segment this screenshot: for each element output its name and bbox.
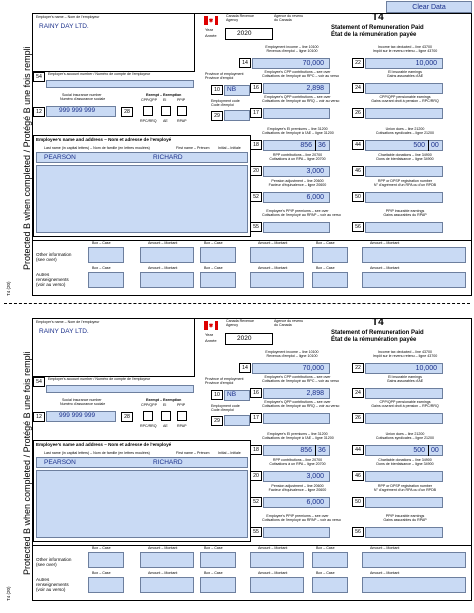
box-14-value: 70,000 (302, 365, 324, 372)
form-code-side: T4 (20) (6, 281, 11, 296)
employer-name-label: Employer's name – Nom de l'employeur (36, 320, 100, 324)
exempt-ppip-label: PPIP (177, 403, 186, 407)
box-16-label: Employee's CPP contributions – see over Cotisations de l'employé au RPC – voir au verso (262, 70, 339, 78)
box-26-label: CPP/QPP pensionable earnings Gains ouvrant droit à pension – RPC/RRQ (371, 95, 439, 103)
box-56-field[interactable] (365, 527, 443, 538)
other-info-box-field[interactable] (88, 577, 124, 593)
employer-account-field[interactable] (46, 80, 194, 88)
year-label-en: Year (205, 27, 214, 32)
other-info-amount-field[interactable] (362, 272, 466, 288)
box-18-cents: 36 (318, 142, 326, 149)
box-50-label: RPP or DPSP registration number N° d'agrément d'un RPA ou d'un RPDB (373, 179, 437, 187)
box-17-number: 17 (250, 108, 262, 118)
sin-label-fr: Numéro d'assurance sociale (60, 402, 106, 406)
t4-slip-bottom (0, 305, 474, 603)
other-info-amount-field[interactable] (250, 577, 304, 593)
box-24-label: EI insurable earnings Gains assurables d'AE (386, 375, 424, 383)
sin-value: 999 999 999 (59, 107, 96, 114)
box-26-number: 26 (352, 108, 364, 118)
box-44-label: Union dues – line 21200 Cotisations syndicales – ligne 21200 (375, 127, 435, 135)
box-44-label: Union dues – line 21200 Cotisations syndicales – ligne 21200 (375, 432, 435, 440)
employment-code-label: Employment code Code d'emploi (211, 404, 240, 412)
box-16-value: 2,898 (306, 85, 324, 92)
other-info-amount-header: Amount – Montant (258, 571, 288, 575)
box-44-cents: 00 (431, 142, 439, 149)
exempt-cpp-label-fr: RPC/RRQ (140, 119, 157, 123)
box-20-number: 20 (250, 166, 262, 176)
province-value: NB (227, 86, 237, 93)
year-label-en: Year (205, 332, 214, 337)
other-info-amount-field[interactable] (362, 247, 466, 263)
box-50-field[interactable] (365, 497, 443, 508)
other-info-amount-field[interactable] (362, 577, 466, 593)
box-16-value: 2,898 (306, 390, 324, 397)
exempt-ppip-label: PPIP (177, 98, 186, 102)
box-22-label: Income tax deducted – line 43700 Impôt sur le revenu retenu – ligne 43700 (372, 350, 438, 358)
other-info-amount-field[interactable] (140, 272, 194, 288)
other-info-box-field[interactable] (200, 247, 236, 263)
box-18-value: 856 (300, 447, 312, 454)
other-info-amount-header: Amount – Montant (370, 546, 400, 550)
exempt-ppip-checkbox[interactable] (177, 106, 187, 116)
box-17-field[interactable] (263, 108, 330, 119)
other-info-box-header: Box – Case (92, 266, 111, 270)
box-14-label: Employment income – line 10100 Revenus d'emploi – ligne 10100 (265, 350, 319, 358)
box-55-number: 55 (250, 222, 262, 232)
exempt-label: Exempt – Exemption (146, 398, 182, 402)
other-info-box-field[interactable] (312, 552, 348, 568)
sin-value: 999 999 999 (59, 412, 96, 419)
box-44-number: 44 (352, 140, 364, 150)
box-10-number: 10 (211, 85, 223, 95)
last-name-value: PEARSON (44, 459, 76, 466)
box-56-number: 56 (352, 222, 364, 232)
box-20-label: RPP contributions – line 20700 Cotisations à un RPA – ligne 20700 (269, 458, 326, 466)
form-code-side: T4 (20) (6, 586, 11, 601)
exempt-ei-label-fr: AE (163, 119, 168, 123)
other-info-box-header: Box – Case (92, 571, 111, 575)
box-17-number: 17 (250, 413, 262, 423)
other-info-box-header: Box – Case (316, 266, 335, 270)
other-info-box-header: Box – Case (316, 241, 335, 245)
employer-account-field[interactable] (46, 385, 194, 393)
other-info-amount-header: Amount – Montant (370, 266, 400, 270)
other-info-box-field[interactable] (200, 552, 236, 568)
box-56-number: 56 (352, 527, 364, 537)
employment-code-label: Employment code Code d'emploi (211, 99, 240, 107)
other-info-label-en: Other information (see over) (36, 557, 72, 568)
other-info-box-field[interactable] (200, 577, 236, 593)
agency-name-en: Canada Revenue Agency (226, 14, 254, 22)
box-26-field[interactable] (365, 108, 443, 119)
province-label: Province of employment Province d'emploi (205, 72, 244, 80)
cents-separator (315, 445, 316, 456)
box-54-number: 54 (33, 72, 45, 82)
form-code: T4 (372, 317, 384, 328)
box-56-field[interactable] (365, 222, 443, 233)
box-24-field[interactable] (365, 388, 443, 399)
exempt-label: Exempt – Exemption (146, 93, 182, 97)
agency-name-fr: Agence du revenu du Canada (274, 319, 304, 327)
box-55-number: 55 (250, 527, 262, 537)
box-29-number: 29 (211, 111, 223, 121)
box-55-label: Employee's PPIP premiums – see over Cotisations de l'employé au RPAP – voir au verso (262, 209, 341, 217)
employer-name-value: RAINY DAY LTD. (39, 23, 89, 30)
other-info-label-fr: Autres renseignements (voir au verso) (36, 577, 69, 593)
employee-section-title: Employee's name and address – Nom et adresse de l'employé (36, 442, 172, 447)
other-info-amount-field[interactable] (250, 552, 304, 568)
province-label: Province of employment Province d'emploi (205, 377, 244, 385)
employment-code-field[interactable] (224, 110, 250, 121)
form-title-fr: État de la rémunération payée (331, 337, 417, 343)
box-18-number: 18 (250, 445, 262, 455)
exempt-ppip-label-fr: RPAP (177, 424, 187, 428)
exempt-ei-checkbox[interactable] (161, 411, 171, 421)
box-12-number: 12 (33, 107, 45, 117)
other-info-amount-header: Amount – Montant (370, 241, 400, 245)
box-52-label: Pension adjustment – line 20600 Facteur d'équivalence – ligne 20600 (268, 484, 327, 492)
box-20-value: 3,000 (306, 473, 324, 480)
province-value: NB (227, 391, 237, 398)
other-info-box-field[interactable] (312, 247, 348, 263)
form-title-en: Statement of Remuneration Paid (331, 330, 424, 336)
box-24-label: EI insurable earnings Gains assurables d'AE (386, 70, 424, 78)
exempt-ei-label: EI (163, 403, 167, 407)
other-info-box-header: Box – Case (92, 241, 111, 245)
box-26-label: CPP/QPP pensionable earnings Gains ouvrant droit à pension – RPC/RRQ (371, 400, 439, 408)
cents-separator (428, 140, 429, 151)
cut-line (4, 303, 470, 304)
other-info-box-header: Box – Case (204, 266, 223, 270)
other-info-box-header: Box – Case (204, 546, 223, 550)
box-55-label: Employee's PPIP premiums – see over Cotisations de l'employé au RPAP – voir au verso (262, 514, 341, 522)
box-46-number: 46 (352, 471, 364, 481)
form-title-en: Statement of Remuneration Paid (331, 25, 424, 31)
clear-data-button[interactable]: Clear Data (386, 1, 472, 13)
employer-name-label: Employer's name – Nom de l'employeur (36, 15, 100, 19)
other-info-amount-field[interactable] (250, 247, 304, 263)
first-name-value: RICHARD (153, 154, 183, 161)
box-18-cents: 36 (318, 447, 326, 454)
other-info-box-header: Box – Case (316, 571, 335, 575)
exempt-cpp-checkbox[interactable] (143, 411, 153, 421)
other-info-amount-header: Amount – Montant (148, 241, 178, 245)
exempt-cpp-checkbox[interactable] (143, 106, 153, 116)
other-info-box-header: Box – Case (204, 241, 223, 245)
box-28-number: 28 (121, 412, 133, 422)
box-44-number: 44 (352, 445, 364, 455)
box-55-field[interactable] (263, 222, 330, 233)
other-info-amount-header: Amount – Montant (258, 241, 288, 245)
box-17-field[interactable] (263, 413, 330, 424)
other-info-box-header: Box – Case (204, 571, 223, 575)
box-20-value: 3,000 (306, 168, 324, 175)
box-14-value: 70,000 (302, 60, 324, 67)
exempt-ei-checkbox[interactable] (161, 106, 171, 116)
box-50-label: RPP or DPSP registration number N° d'agrément d'un RPA ou d'un RPDB (373, 484, 437, 492)
box-50-number: 50 (352, 192, 364, 202)
agency-name-fr: Agence du revenu du Canada (274, 14, 304, 22)
other-info-box-field[interactable] (88, 272, 124, 288)
box-10-number: 10 (211, 390, 223, 400)
form-title-fr: État de la rémunération payée (331, 32, 417, 38)
canada-flag-icon (204, 321, 218, 330)
first-name-hint: First name – Prénom (176, 146, 210, 150)
box-56-label: PPIP insurable earnings Gains assurables du RPAP (383, 209, 427, 217)
other-info-label-en: Other information (see over) (36, 252, 72, 263)
box-22-label: Income tax deducted – line 43700 Impôt sur le revenu retenu – ligne 43700 (372, 45, 438, 53)
exempt-cpp-label-fr: RPC/RRQ (140, 424, 157, 428)
box-24-number: 24 (352, 83, 364, 93)
box-22-number: 22 (352, 363, 364, 373)
box-14-label: Employment income – line 10100 Revenus d'emploi – ligne 10100 (265, 45, 319, 53)
box-46-label: Charitable donations – line 34900 Dons de bienfaisance – ligne 34900 (376, 153, 434, 161)
box-52-number: 52 (250, 192, 262, 202)
box-46-field[interactable] (365, 166, 443, 177)
other-info-box-field[interactable] (88, 552, 124, 568)
box-14-number: 14 (239, 58, 251, 68)
other-info-amount-field[interactable] (362, 552, 466, 568)
other-info-amount-header: Amount – Montant (148, 266, 178, 270)
box-54-number: 54 (33, 377, 45, 387)
year-value: 2020 (237, 335, 252, 342)
employer-account-label: Employer's account number / Numéro de compte de l'employeur (48, 377, 151, 381)
box-22-number: 22 (352, 58, 364, 68)
box-24-number: 24 (352, 388, 364, 398)
box-50-field[interactable] (365, 192, 443, 203)
box-44-cents: 00 (431, 447, 439, 454)
box-20-number: 20 (250, 471, 262, 481)
box-28-number: 28 (121, 107, 133, 117)
box-46-label: Charitable donations – line 34900 Dons de bienfaisance – ligne 34900 (376, 458, 434, 466)
first-name-hint: First name – Prénom (176, 451, 210, 455)
box-12-number: 12 (33, 412, 45, 422)
box-29-number: 29 (211, 416, 223, 426)
box-56-label: PPIP insurable earnings Gains assurables du RPAP (383, 514, 427, 522)
box-26-field[interactable] (365, 413, 443, 424)
box-14-number: 14 (239, 363, 251, 373)
box-18-value: 856 (300, 142, 312, 149)
box-52-label: Pension adjustment – line 20600 Facteur d'équivalence – ligne 20600 (268, 179, 327, 187)
employee-address-field[interactable] (36, 165, 248, 233)
box-44-value: 500 (413, 447, 425, 454)
other-info-box-field[interactable] (312, 577, 348, 593)
box-52-value: 6,000 (306, 194, 324, 201)
cents-separator (315, 140, 316, 151)
other-info-amount-header: Amount – Montant (148, 546, 178, 550)
year-label-fr: Année (205, 33, 217, 38)
initial-hint: Initial – Initiale (218, 146, 241, 150)
box-50-number: 50 (352, 497, 364, 507)
employee-address-field[interactable] (36, 470, 248, 538)
exempt-cpp-label: CPP/QPP (141, 403, 157, 407)
box-52-number: 52 (250, 497, 262, 507)
t4-slip-top (0, 0, 474, 298)
box-55-field[interactable] (263, 527, 330, 538)
other-info-amount-field[interactable] (140, 552, 194, 568)
box-20-label: RPP contributions – line 20700 Cotisations à un RPA – ligne 20700 (269, 153, 326, 161)
protected-b-side-text: Protected B when completed / Protégé B une fois rempli (22, 46, 32, 270)
other-info-amount-header: Amount – Montant (258, 266, 288, 270)
box-22-value: 10,000 (415, 365, 437, 372)
other-info-amount-field[interactable] (250, 272, 304, 288)
box-18-number: 18 (250, 140, 262, 150)
exempt-ppip-label-fr: RPAP (177, 119, 187, 123)
initial-hint: Initial – Initiale (218, 451, 241, 455)
box-18-label: Employee's EI premiums – line 31200 Cotisations de l'employé à l'AE – ligne 31200 (262, 432, 334, 440)
box-17-label: Employee's QPP contributions – see over Cotisations de l'employé au RRQ – voir au verso (262, 400, 340, 408)
box-22-value: 10,000 (415, 60, 437, 67)
box-16-number: 16 (250, 388, 262, 398)
box-16-label: Employee's CPP contributions – see over Cotisations de l'employé au RPC – voir au verso (262, 375, 339, 383)
box-18-label: Employee's EI premiums – line 31200 Cotisations de l'employé à l'AE – ligne 31200 (262, 127, 334, 135)
sin-label-en: Social insurance number (62, 398, 102, 402)
form-code: T4 (372, 12, 384, 23)
box-46-field[interactable] (365, 471, 443, 482)
box-26-number: 26 (352, 413, 364, 423)
other-info-box-field[interactable] (312, 272, 348, 288)
last-name-hint: Last name (in capital letters) – Nom de famille (en lettres moulées) (44, 451, 150, 455)
other-info-amount-header: Amount – Montant (258, 546, 288, 550)
last-name-hint: Last name (in capital letters) – Nom de famille (en lettres moulées) (44, 146, 150, 150)
exempt-ei-label: EI (163, 98, 167, 102)
employee-section-title: Employee's name and address – Nom et adresse de l'employé (36, 137, 172, 142)
sin-label-en: Social insurance number (62, 93, 102, 97)
employment-code-field[interactable] (224, 415, 250, 426)
cents-separator (428, 445, 429, 456)
other-info-amount-field[interactable] (140, 577, 194, 593)
other-info-label-fr: Autres renseignements (voir au verso) (36, 272, 69, 288)
box-52-value: 6,000 (306, 499, 324, 506)
exempt-ppip-checkbox[interactable] (177, 411, 187, 421)
first-name-value: RICHARD (153, 459, 183, 466)
exempt-cpp-label: CPP/QPP (141, 98, 157, 102)
other-info-box-header: Box – Case (92, 546, 111, 550)
agency-name-en: Canada Revenue Agency (226, 319, 254, 327)
box-17-label: Employee's QPP contributions – see over Cotisations de l'employé au RRQ – voir au verso (262, 95, 340, 103)
box-24-field[interactable] (365, 83, 443, 94)
year-label-fr: Année (205, 338, 217, 343)
other-info-amount-field[interactable] (140, 247, 194, 263)
other-info-box-field[interactable] (88, 247, 124, 263)
canada-flag-icon (204, 16, 218, 25)
other-info-amount-header: Amount – Montant (370, 571, 400, 575)
box-44-value: 500 (413, 142, 425, 149)
sin-label-fr: Numéro d'assurance sociale (60, 97, 106, 101)
other-info-box-field[interactable] (200, 272, 236, 288)
other-info-amount-header: Amount – Montant (148, 571, 178, 575)
box-46-number: 46 (352, 166, 364, 176)
year-value: 2020 (237, 30, 252, 37)
protected-b-side-text: Protected B when completed / Protégé B une fois rempli (22, 351, 32, 575)
other-info-box-header: Box – Case (316, 546, 335, 550)
employer-account-label: Employer's account number / Numéro de compte de l'employeur (48, 72, 151, 76)
last-name-value: PEARSON (44, 154, 76, 161)
employer-name-value: RAINY DAY LTD. (39, 328, 89, 335)
exempt-ei-label-fr: AE (163, 424, 168, 428)
box-16-number: 16 (250, 83, 262, 93)
